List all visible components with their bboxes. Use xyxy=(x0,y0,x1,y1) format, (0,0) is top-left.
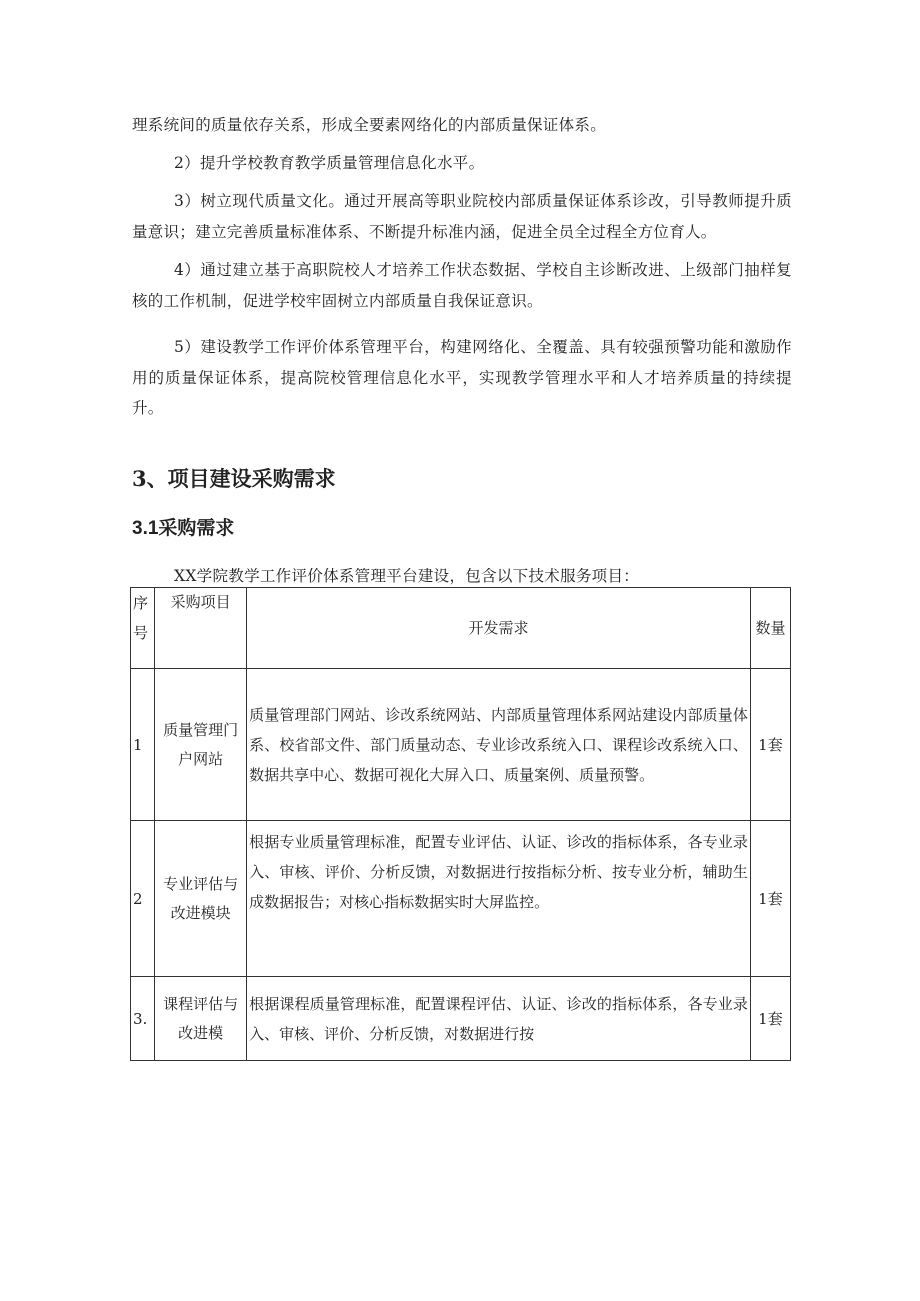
table-row xyxy=(131,669,791,821)
header-no: 序号 xyxy=(131,588,155,669)
row-desc: 根据专业质量管理标准，配置专业评估、认证、诊改的指标体系，各专业录入、审核、评价、分析反馈，对数据进行按指标分析、按专业分析，辅助生成数据报告；对核心指标数据实时大屏监控。 xyxy=(247,821,751,977)
section-heading xyxy=(132,463,336,493)
paragraph-item-5: 5）建设教学工作评价体系管理平台，构建网络化、全覆盖、具有较强预警功能和激励作用的质量保证体系，提高院校管理信息化水平，实现教学管理水平和人才培养质量的持续提升。 xyxy=(132,338,792,417)
table-row xyxy=(131,977,791,1061)
table-header-row xyxy=(131,588,791,669)
subsection-heading: 3.1采购需求 xyxy=(132,518,235,539)
row-desc: 根据课程质量管理标准，配置课程评估、认证、诊改的指标体系，各专业录入、审核、评价、分析反馈，对数据进行按 xyxy=(247,977,751,1061)
paragraph-continuation: 理系统间的质量依存关系，形成全要素网络化的内部质量保证体系。 xyxy=(132,116,607,134)
header-qty: 数量 xyxy=(750,588,790,669)
section-title: 、项目建设采购需求 xyxy=(146,466,336,491)
row-qty: 1套 xyxy=(750,977,790,1061)
row-item: 课程评估与改进模 xyxy=(155,977,247,1061)
paragraph-item-2: 2）提升学校教育教学质量管理信息化水平。 xyxy=(174,154,485,172)
row-no: 2 xyxy=(131,821,155,977)
header-desc: 开发需求 xyxy=(247,588,751,669)
row-qty: 1套 xyxy=(750,669,790,821)
row-qty: 1套 xyxy=(750,821,790,977)
paragraph-item-3: 3）树立现代质量文化。通过开展高等职业院校内部质量保证体系诊改，引导教师提升质量意识；建立完善质量标准体系、不断提升标准内涵，促进全员全过程全方位育人。 xyxy=(132,192,792,241)
paragraph-item-4: 4）通过建立基于高职院校人才培养工作状态数据、学校自主诊断改进、上级部门抽样复核的工作机制，促进学校牢固树立内部质量自我保证意识。 xyxy=(132,261,792,310)
header-item: 采购项目 xyxy=(155,588,247,669)
row-no: 1 xyxy=(131,669,155,821)
row-desc: 质量管理部门网站、诊改系统网站、内部质量管理体系网站建设内部质量体系、校省部文件、部门质量动态、专业诊改系统入口、课程诊改系统入口、数据共享中心、数据可视化大屏入口、质量案例、质量预警。 xyxy=(247,669,751,821)
row-item: 专业评估与改进模块 xyxy=(155,821,247,977)
row-item: 质量管理门户网站 xyxy=(155,669,247,821)
procurement-table xyxy=(130,587,791,1061)
row-no: 3. xyxy=(131,977,155,1061)
table-row xyxy=(131,821,791,977)
section-number: 3 xyxy=(132,466,147,491)
table-intro: XX学院教学工作评价体系管理平台建设，包含以下技术服务项目： xyxy=(174,567,640,585)
